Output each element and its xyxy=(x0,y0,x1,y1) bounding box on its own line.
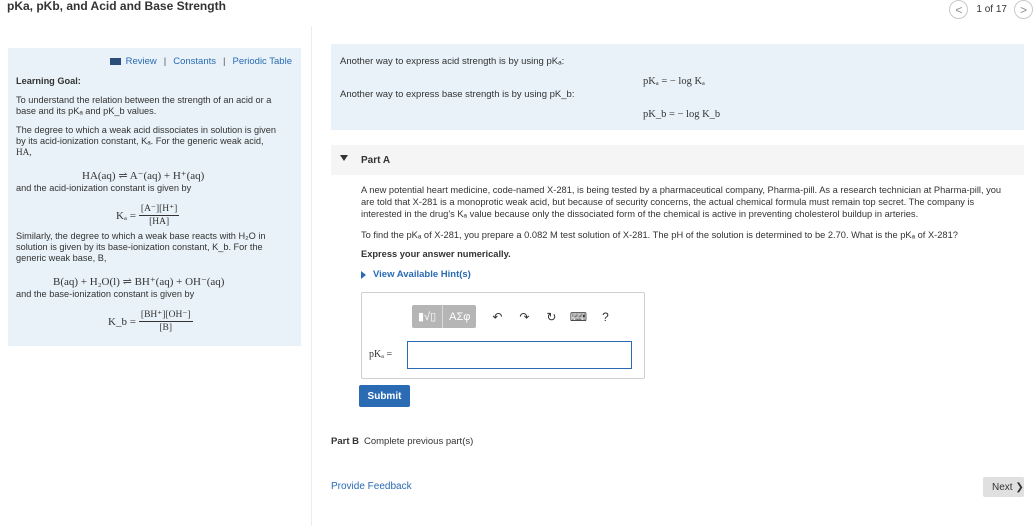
ka-lhs: Kₐ = xyxy=(116,209,136,222)
question-text-line: A new potential heart medicine, code-named X-281, is being tested by a pharmaceutical company, Pharma-pill. As a research technician at Pharma-pill, you xyxy=(361,185,1002,195)
part-a-label: Part A xyxy=(361,155,391,166)
math-toolbar xyxy=(412,305,613,328)
acid-equation-caption: and the acid-ionization constant is given by xyxy=(16,183,192,193)
part-b-row xyxy=(331,436,473,447)
base-strength-text: Another way to express base strength is by using pK_b: xyxy=(340,89,575,100)
template-group xyxy=(412,305,476,328)
base-intro-line: generic weak base, B, xyxy=(16,253,107,263)
part-b-label: Part B xyxy=(331,436,359,447)
question-prompt: To find the pKₐ of X-281, you prepare a 0.082 M test solution of X-281. The pH of the solution is determined to be 2.70. What is the pKₐ of X-281? xyxy=(361,230,958,240)
symbols-button[interactable]: ΑΣφ xyxy=(442,305,476,328)
templates-button[interactable]: ▮√▯ xyxy=(418,311,437,323)
base-equation-caption: and the base-ionization constant is given by xyxy=(16,289,195,299)
page-title: pKa, pKb, and Acid and Base Strength xyxy=(7,0,226,13)
ka-expression xyxy=(116,204,179,227)
part-a-header[interactable] xyxy=(331,145,1024,175)
expand-arrow-icon xyxy=(361,271,366,279)
constants-link[interactable]: Constants xyxy=(173,56,217,67)
previous-page-button[interactable]: < xyxy=(949,0,968,19)
answer-box xyxy=(361,292,645,379)
base-intro-line: Similarly, the degree to which a weak base reacts with H₂O in xyxy=(16,231,266,241)
pka-answer-input[interactable] xyxy=(407,341,632,369)
periodic-table-link[interactable]: Periodic Table xyxy=(232,56,292,67)
kb-lhs: K_b = xyxy=(108,315,136,328)
question-text-line: interested in the drug's Kₐ value because only the dissociated form of the chemical is active in preventing cholesterol buildup in arteries. xyxy=(361,209,919,219)
help-icon[interactable]: ? xyxy=(602,309,609,324)
collapse-arrow-icon xyxy=(340,155,348,161)
acid-intro-line: The degree to which a weak acid dissociates in solution is given xyxy=(16,125,276,135)
book-icon xyxy=(110,58,121,65)
acid-strength-text: Another way to express acid strength is by using pKₐ: xyxy=(340,56,565,67)
pkb-definition: pK_b = − log K_b xyxy=(643,109,721,120)
kb-expression xyxy=(108,310,193,333)
redo-icon[interactable]: ↷ xyxy=(519,309,530,324)
review-link[interactable]: Review xyxy=(125,56,157,67)
page-counter: 1 of 17 xyxy=(976,4,1007,15)
goal-text-line: To understand the relation between the strength of an acid or a xyxy=(16,95,272,105)
ka-numerator: [A⁻][H⁺] xyxy=(140,204,178,214)
view-hints-link[interactable] xyxy=(361,269,471,280)
next-button[interactable]: Next ❯ xyxy=(983,477,1024,497)
next-page-button[interactable]: > xyxy=(1014,0,1033,19)
kb-fraction xyxy=(139,310,193,333)
link-separator: | xyxy=(223,56,226,67)
kb-numerator: [BH⁺][OH⁻] xyxy=(140,310,191,320)
keyboard-icon[interactable]: ⌨ xyxy=(569,309,588,324)
acid-dissociation-equation: HA(aq) ⇌ A⁻(aq) + H⁺(aq) xyxy=(82,170,205,182)
learning-goal-panel xyxy=(8,48,301,346)
base-intro-line: solution is given by its base-ionization constant, K_b. For the xyxy=(16,242,263,252)
goal-heading: Learning Goal: xyxy=(16,76,81,86)
ka-denominator: [HA] xyxy=(149,217,170,227)
base-reaction-equation: B(aq) + H₂O(l) ⇌ BH⁺(aq) + OH⁻(aq) xyxy=(53,276,225,288)
link-separator: | xyxy=(163,56,167,67)
ka-fraction xyxy=(139,204,179,227)
resource-links xyxy=(110,56,292,67)
answer-label: pKₐ = xyxy=(369,349,393,360)
column-divider xyxy=(311,26,312,526)
undo-icon[interactable]: ↶ xyxy=(492,309,503,324)
pagination xyxy=(949,0,1027,19)
pka-definition: pKₐ = − log Kₐ xyxy=(643,76,705,87)
part-b-status: Complete previous part(s) xyxy=(363,436,474,447)
goal-text-line: base and its pKₐ and pK_b values. xyxy=(16,106,157,116)
acid-intro-line: by its acid-ionization constant, Kₐ. For the generic weak acid, xyxy=(16,136,264,146)
acid-intro-line: HA, xyxy=(16,147,32,157)
provide-feedback-link[interactable]: Provide Feedback xyxy=(331,481,412,492)
submit-button[interactable]: Submit xyxy=(359,385,410,407)
answer-instruction: Express your answer numerically. xyxy=(361,249,511,259)
intro-info-box xyxy=(331,44,1024,130)
question-text-line: are told that X-281 is a monoprotic weak acid, but because of security concerns, the actual chemical formula must remain top secret. The company is xyxy=(361,197,975,207)
kb-denominator: [B] xyxy=(159,323,173,333)
view-hints-label: View Available Hint(s) xyxy=(373,269,471,280)
reset-icon[interactable]: ↻ xyxy=(546,309,557,324)
